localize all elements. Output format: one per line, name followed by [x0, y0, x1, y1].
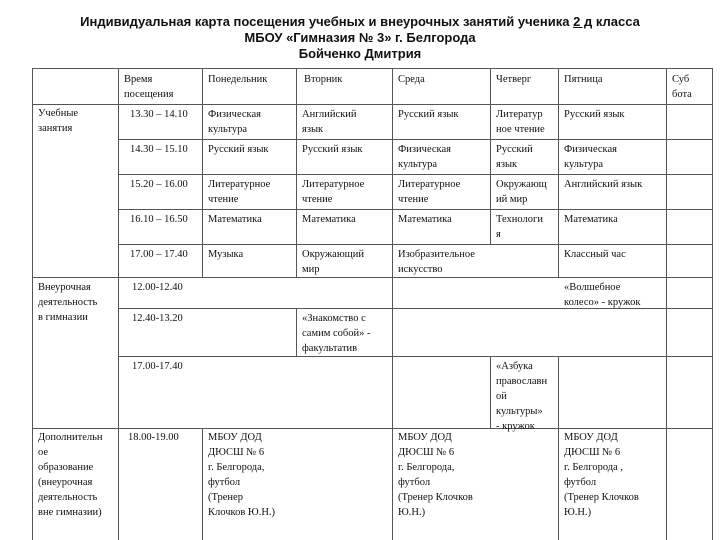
column-header-saturday: Суб: [672, 74, 690, 85]
lesson-subject-wed: Изобразительное: [398, 249, 475, 260]
extracurricular-activity-tue: самим собой» -: [302, 328, 371, 339]
lesson-subject-tue: Английский: [302, 109, 357, 120]
lesson-subject-mon: Математика: [208, 214, 262, 225]
extracurricular-activity-thu: православн: [496, 376, 548, 387]
lesson-subject-thu: ное чтение: [496, 124, 545, 135]
lesson-subject-thu: Окружающ: [496, 179, 547, 190]
lesson-subject-tue: Математика: [302, 214, 356, 225]
column-header-wednesday: Среда: [398, 74, 425, 85]
lesson-subject-thu: язык: [496, 159, 518, 170]
table-row-divider: [118, 209, 712, 210]
additional-activity-fri: Ю.Н.): [564, 507, 592, 518]
header-school: МБОУ «Гимназия № 3» г. Белгорода: [244, 30, 476, 45]
lesson-subject-fri: Английский язык: [564, 179, 643, 190]
lesson-subject-tue: чтение: [302, 194, 333, 205]
additional-activity-mon: г. Белгорода,: [208, 462, 265, 473]
lesson-subject-wed: Литературное: [398, 179, 461, 190]
column-header-time: посещения: [124, 89, 174, 100]
section-label-lessons: занятия: [38, 123, 73, 134]
table-col-divider: [558, 356, 559, 540]
lesson-time: 15.20 – 16.00: [130, 179, 188, 190]
additional-activity-fri: ДЮСШ № 6: [564, 447, 621, 458]
additional-activity-wed: МБОУ ДОД: [398, 432, 452, 443]
column-header-tuesday: Вторник: [304, 74, 343, 85]
additional-activity-wed: ДЮСШ № 6: [398, 447, 455, 458]
extracurricular-time: 17.00-17.40: [132, 361, 183, 372]
extracurricular-activity-thu: - кружок: [496, 421, 535, 432]
lesson-subject-wed: Русский язык: [398, 109, 459, 120]
section-label-extracurricular: деятельность: [38, 297, 98, 308]
lesson-subject-tue: язык: [302, 124, 324, 135]
lesson-subject-wed: искусство: [398, 264, 443, 275]
lesson-subject-wed: чтение: [398, 194, 429, 205]
header-class-name: 2 д: [573, 14, 593, 29]
additional-time: 18.00-19.00: [128, 432, 179, 443]
table-row-divider: [118, 174, 712, 175]
section-label-extracurricular: Внеурочная: [38, 282, 91, 293]
table-col-divider: [202, 68, 203, 277]
column-header-friday: Пятница: [564, 74, 603, 85]
additional-activity-mon: ДЮСШ № 6: [208, 447, 265, 458]
extracurricular-activity-thu: ой: [496, 391, 507, 402]
lesson-subject-thu: Литератур: [496, 109, 543, 120]
section-label-additional: вне гимназии): [38, 507, 102, 518]
additional-activity-wed: Ю.Н.): [398, 507, 426, 518]
extracurricular-activity-thu: культуры»: [496, 406, 543, 417]
table-border-top: [32, 68, 712, 69]
column-header-saturday: бота: [672, 89, 692, 100]
lesson-time: 17.00 – 17.40: [130, 249, 188, 260]
lesson-subject-tue: Литературное: [302, 179, 365, 190]
extracurricular-activity-tue: «Знакомство с: [302, 313, 366, 324]
lesson-subject-fri: Математика: [564, 214, 618, 225]
table-row-divider: [118, 244, 712, 245]
column-header-thursday: Четверг: [496, 74, 532, 85]
additional-activity-wed: г. Белгорода,: [398, 462, 455, 473]
table-border-right: [712, 68, 713, 540]
extracurricular-activity-thu: «Азбука: [496, 361, 533, 372]
section-label-additional: ое: [38, 447, 49, 458]
additional-activity-mon: (Тренер: [208, 492, 243, 503]
lesson-time: 16.10 – 16.50: [130, 214, 188, 225]
additional-activity-mon: футбол: [208, 477, 241, 488]
lesson-subject-fri: Физическая: [564, 144, 617, 155]
lesson-subject-mon: чтение: [208, 194, 239, 205]
additional-activity-fri: МБОУ ДОД: [564, 432, 618, 443]
lesson-subject-thu: Русский: [496, 144, 533, 155]
extracurricular-time: 12.00-12.40: [132, 282, 183, 293]
table-col-divider: [490, 68, 491, 244]
table-col-divider: [202, 428, 203, 540]
additional-activity-fri: футбол: [564, 477, 597, 488]
lesson-subject-thu: ий мир: [496, 194, 528, 205]
lesson-subject-wed: Математика: [398, 214, 452, 225]
section-label-additional: образование: [38, 462, 94, 473]
additional-activity-mon: МБОУ ДОД: [208, 432, 262, 443]
additional-activity-mon: Клочков Ю.Н.): [208, 507, 276, 518]
extracurricular-activity-tue: факультатив: [302, 343, 358, 354]
lesson-subject-fri: Классный час: [564, 249, 626, 260]
header-student: Бойченко Дмитрия: [298, 46, 422, 61]
table-col-divider: [558, 68, 559, 277]
lesson-subject-tue: мир: [302, 264, 320, 275]
lesson-subject-mon: Физическая: [208, 109, 261, 120]
additional-activity-fri: г. Белгорода ,: [564, 462, 624, 473]
extracurricular-time: 12.40-13.20: [132, 313, 183, 324]
additional-activity-wed: футбол: [398, 477, 431, 488]
section-label-additional: деятельность: [38, 492, 98, 503]
extracurricular-activity-fri: «Волшебное: [564, 282, 621, 293]
lesson-subject-mon: Русский язык: [208, 144, 269, 155]
table-col-divider: [490, 356, 491, 428]
section-label-additional: (внеурочная: [38, 477, 93, 488]
section-label-extracurricular: в гимназии: [38, 312, 88, 323]
table-section-divider: [32, 428, 712, 429]
header-title-text: Индивидуальная карта посещения учебных и внеурочных занятий ученика: [80, 14, 574, 29]
table-col-divider: [296, 308, 297, 356]
lesson-subject-fri: культура: [564, 159, 603, 170]
lesson-subject-fri: Русский язык: [564, 109, 625, 120]
lesson-time: 14.30 – 15.10: [130, 144, 188, 155]
lesson-subject-wed: культура: [398, 159, 437, 170]
section-label-additional: Дополнительн: [38, 432, 103, 443]
lesson-subject-mon: Литературное: [208, 179, 271, 190]
lesson-subject-wed: Физическая: [398, 144, 451, 155]
table-row-divider: [118, 139, 712, 140]
table-border-left: [32, 68, 33, 540]
lesson-subject-thu: я: [496, 229, 501, 240]
lesson-subject-tue: Окружающий: [302, 249, 364, 260]
lesson-subject-mon: Музыка: [208, 249, 244, 260]
table-row-divider: [32, 104, 712, 105]
column-header-monday: Понедельник: [208, 74, 268, 85]
section-label-lessons: Учебные: [38, 108, 79, 119]
table-row-divider: [118, 356, 712, 357]
lesson-subject-mon: культура: [208, 124, 247, 135]
table-section-divider: [32, 277, 712, 278]
additional-activity-fri: (Тренер Клочков: [564, 492, 639, 503]
lesson-subject-thu: Технологи: [496, 214, 543, 225]
lesson-time: 13.30 – 14.10: [130, 109, 188, 120]
lesson-subject-tue: Русский язык: [302, 144, 363, 155]
header-title-suffix: класса: [592, 14, 640, 29]
extracurricular-activity-fri: колесо» - кружок: [564, 297, 641, 308]
additional-activity-wed: (Тренер Клочков: [398, 492, 473, 503]
column-header-time: Время: [124, 74, 153, 85]
table-col-divider: [296, 68, 297, 277]
